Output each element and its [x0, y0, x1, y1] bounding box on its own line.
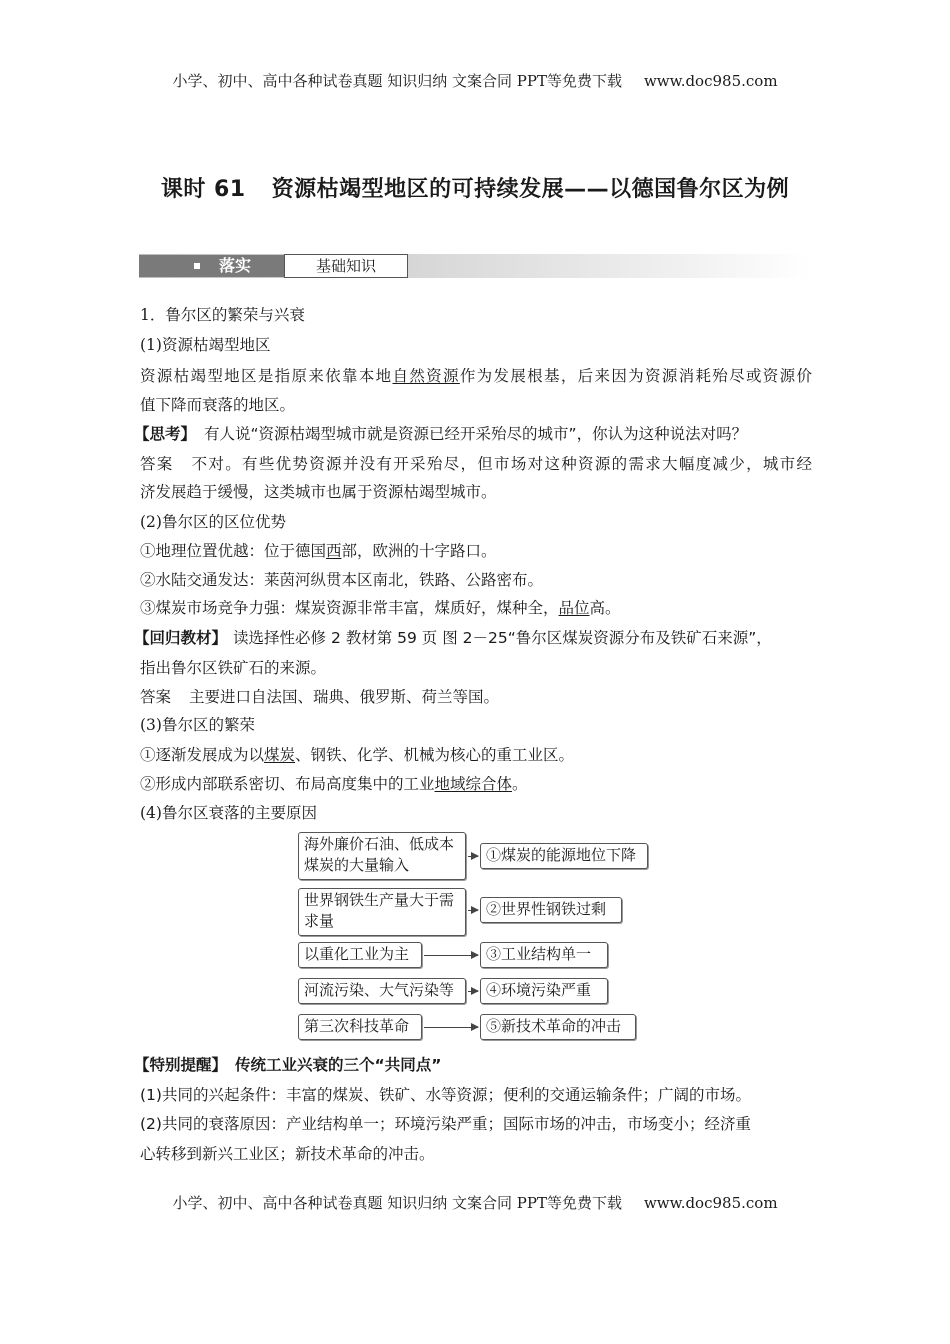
subheading-4: (4)鲁尔区衰落的主要原因	[140, 804, 317, 822]
cause-box: 世界钢铁生产量大于需求量	[298, 888, 466, 936]
list-item: ②水陆交通发达：莱茵河纵贯本区南北，铁路、公路密布。	[140, 571, 544, 589]
textbook-tag: 【回归教材】	[134, 629, 228, 647]
answer-line	[140, 687, 499, 707]
banner-tag	[139, 255, 284, 277]
header-text: 小学、初中、高中各种试卷真题 知识归纳 文案合同 PPT等免费下载	[172, 72, 622, 90]
banner-tag-text: 落实	[219, 256, 252, 275]
cause-box: 河流污染、大气污染等	[298, 978, 466, 1004]
arrow-icon	[424, 955, 478, 956]
text: 部，欧洲的十字路口。	[341, 542, 497, 560]
arrow-icon	[468, 856, 478, 857]
header-url: www.doc985.com	[643, 72, 778, 90]
arrow-icon	[424, 1027, 478, 1028]
footer-url: www.doc985.com	[643, 1194, 778, 1212]
subheading-2: (2)鲁尔区的区位优势	[140, 513, 286, 531]
paragraph-line	[140, 366, 812, 386]
effect-box: ①煤炭的能源地位下降	[480, 843, 648, 869]
underlined-term: 品位	[558, 599, 590, 617]
answer-label: 答案	[140, 455, 174, 473]
list-item	[140, 598, 621, 618]
title-prefix: 课时 61	[160, 177, 246, 202]
tip-line: 心转移到新兴工业区；新技术革命的冲击。	[140, 1145, 435, 1163]
decline-diagram	[298, 832, 658, 1042]
square-bullet-icon	[194, 263, 200, 269]
section-heading: 1．鲁尔区的繁荣与兴衰	[140, 306, 305, 324]
text: 、钢铁、化学、机械为核心的重工业区。	[295, 746, 575, 764]
list-item	[140, 745, 574, 765]
footer-text: 小学、初中、高中各种试卷真题 知识归纳 文案合同 PPT等免费下载	[172, 1194, 622, 1212]
text: ①地理位置优越：位于德国	[140, 542, 327, 560]
text: 资源枯竭型地区是指原来依靠本地	[140, 367, 393, 385]
text: 高。	[589, 599, 621, 617]
paragraph-line: 值下降而衰落的地区。	[140, 396, 296, 414]
list-item	[140, 541, 497, 561]
answer-text: 主要进口自法国、瑞典、俄罗斯、荷兰等国。	[189, 688, 500, 706]
page-footer	[0, 1192, 950, 1213]
effect-box: ④环境污染严重	[480, 978, 608, 1004]
answer-label: 答案	[140, 688, 172, 706]
answer-text: 不对。有些优势资源并没有开采殆尽，但市场对这种资源的需求大幅度减少，城市经	[191, 455, 812, 473]
tip-tag: 【特别提醒】	[134, 1056, 228, 1074]
answer-line: 济发展趋于缓慢，这类城市也属于资源枯竭型城市。	[140, 483, 497, 501]
cause-box: 第三次科技革命	[298, 1014, 422, 1040]
arrow-icon	[468, 910, 478, 911]
tip-heading	[134, 1055, 441, 1075]
cause-box: 海外廉价石油、低成本煤炭的大量输入	[298, 832, 466, 880]
underlined-term: 自然资源	[392, 367, 460, 385]
text: 。	[512, 775, 528, 793]
text: ①逐渐发展成为以	[140, 746, 265, 764]
page-title	[0, 172, 950, 203]
section-banner	[139, 254, 811, 278]
underlined-term: 煤炭	[264, 746, 296, 764]
title-main: 资源枯竭型地区的可持续发展——以德国鲁尔区为例	[271, 177, 790, 202]
think-question	[134, 424, 747, 444]
list-item	[140, 774, 528, 794]
subheading-3: (3)鲁尔区的繁荣	[140, 716, 255, 734]
tip-title: 传统工业兴衰的三个“共同点”	[235, 1056, 442, 1074]
arrow-icon	[468, 991, 478, 992]
cause-box: 以重化工业为主	[298, 942, 422, 968]
textbook-prompt	[134, 628, 772, 648]
tip-line: (2)共同的衰落原因：产业结构单一；环境污染严重；国际市场的冲击，市场变小；经济重	[140, 1115, 751, 1133]
tip-line: (1)共同的兴起条件：丰富的煤炭、铁矿、水等资源；便利的交通运输条件；广阔的市场。	[140, 1086, 751, 1104]
text: ③煤炭市场竞争力强：煤炭资源非常丰富，煤质好，煤种全，	[140, 599, 559, 617]
text: 作为发展根基，后来因为资源消耗殆尽或资源价	[459, 367, 812, 385]
effect-box: ⑤新技术革命的冲击	[480, 1014, 636, 1040]
banner-subtitle: 基础知识	[284, 254, 408, 278]
effect-box: ③工业结构单一	[480, 942, 608, 968]
think-tag: 【思考】	[134, 425, 197, 443]
page-header	[0, 70, 950, 91]
underlined-term: 地域综合体	[434, 775, 513, 793]
subheading-1: (1)资源枯竭型地区	[140, 336, 271, 354]
text: ②形成内部联系密切、布局高度集中的工业	[140, 775, 435, 793]
textbook-text: 读选择性必修 2 教材第 59 页 图 2－25“鲁尔区煤炭资源分布及铁矿石来源”，	[233, 629, 772, 647]
effect-box: ②世界性钢铁过剩	[480, 897, 622, 923]
answer-line	[140, 454, 812, 474]
textbook-prompt-cont: 指出鲁尔区铁矿石的来源。	[140, 659, 327, 677]
underlined-term: 西	[326, 542, 342, 560]
think-text: 有人说“资源枯竭型城市就是资源已经开采殆尽的城市”，你认为这种说法对吗？	[204, 425, 748, 443]
